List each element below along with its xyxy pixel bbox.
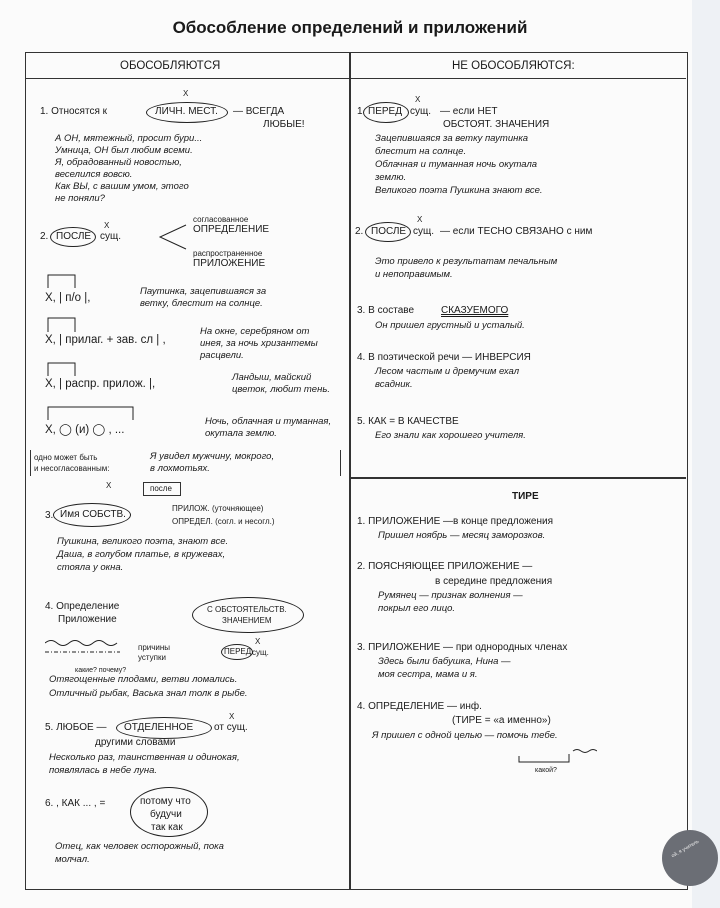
example: Его знали как хорошего учителя. <box>375 430 526 441</box>
example: землю. <box>375 172 407 183</box>
dash-2-lead: 2. ПОЯСНЯЮЩЕЕ ПРИЛОЖЕНИЕ — <box>357 561 533 572</box>
rule-2-oval: ПОСЛЕ <box>56 231 92 242</box>
rule-1-tail2: ОБСТОЯТ. ЗНАЧЕНИЯ <box>443 119 550 130</box>
example: Лесом частым и дремучим ехал <box>375 366 520 377</box>
column-divider <box>349 52 351 889</box>
watermark-logo <box>662 830 718 886</box>
example: Паутинка, зацепившаяся за <box>140 286 267 297</box>
x-mark: X <box>255 637 261 646</box>
example: Несколько раз, таинственная и одинокая, <box>49 752 240 763</box>
x-mark: X <box>415 95 421 104</box>
rule-5-tail: от сущ. <box>214 722 248 733</box>
example: Пришел ноябрь — месяц заморозков. <box>378 530 546 541</box>
page-title: Обособление определений и приложений <box>172 18 528 37</box>
dash-1-lead: 1. ПРИЛОЖЕНИЕ —в конце предложения <box>357 516 553 527</box>
example: Отличный рыбак, Васька знал толк в рыбе. <box>49 688 248 699</box>
rule-2-num: 2. <box>355 226 364 237</box>
rule-4-oval1: С ОБСТОЯТЕЛЬСТВ. <box>207 605 287 614</box>
scheme-formula: X, | п/о |, <box>45 292 91 304</box>
rule-6-o3: так как <box>151 822 183 833</box>
reason-2: уступки <box>138 653 166 662</box>
rule-3-lead: 3. В составе <box>357 305 415 316</box>
x-mark: X <box>183 89 189 98</box>
rule-1-oval: ПЕРЕД <box>368 106 402 117</box>
example: Как ВЫ, с вашим умом, этого <box>55 181 189 192</box>
note-example: Я увидел мужчину, мокрого, <box>150 451 275 462</box>
rule-2-noun: сущ. <box>413 226 435 237</box>
rule-1-noun: сущ. <box>410 106 432 117</box>
example: А ОН, мятежный, просит бури... <box>55 133 203 144</box>
example: Пушкина, великого поэта, знают все. <box>57 536 229 547</box>
scheme-formula: X, | распр. прилож. |, <box>45 378 156 390</box>
rule-4-oval2: ЗНАЧЕНИЕМ <box>222 616 272 625</box>
rule-1-tail: — ВСЕГДА <box>233 106 285 117</box>
example: не поняли? <box>55 193 105 204</box>
rule-1-oval: ЛИЧН. МЕСТ. <box>155 106 218 117</box>
header-divider <box>26 78 686 79</box>
dash-header: ТИРЕ <box>512 491 539 502</box>
rule-3-underlined: СКАЗУЕМОГО <box>441 305 509 316</box>
branch-2b: ПРИЛОЖЕНИЕ <box>193 258 266 269</box>
right-header: НЕ ОБОСОБЛЯЮТСЯ: <box>452 60 575 72</box>
rule-3-num: 3. <box>45 510 54 521</box>
x-mark: X <box>229 712 235 721</box>
example: Отягощенные плодами, ветви ломались. <box>49 674 238 685</box>
example: стояла у окна. <box>57 562 124 573</box>
example: Умница, ОН был любим всеми. <box>55 145 193 156</box>
rule-4-a: 4. Определение <box>45 601 120 612</box>
rule-1-lead: 1. Относятся к <box>40 106 108 117</box>
example: Я пришел с одной целью — помочь тебе. <box>372 730 558 741</box>
example: Ландыш, майский <box>232 372 312 383</box>
rule-6-lead: 6. , КАК ... , = <box>45 798 106 809</box>
example: молчал. <box>55 854 90 865</box>
note-b: и несогласованным: <box>34 464 110 473</box>
example: Это привело к результатам печальным <box>375 256 558 267</box>
branch-1a: согласованное <box>193 215 249 224</box>
bracket-right <box>340 450 341 476</box>
after-box: после <box>143 482 181 496</box>
example: веселился вовсю. <box>55 169 133 180</box>
bracket-left <box>30 450 31 476</box>
example: Облачная и туманная ночь окутала <box>375 159 538 170</box>
example: и непоправимым. <box>375 269 453 280</box>
rule-5-lead: 5. КАК = В КАЧЕСТВЕ <box>357 416 459 427</box>
scheme-formula: X, | прилаг. + зав. сл | , <box>45 334 166 346</box>
branch-arrows-icon <box>158 222 188 252</box>
rule-4-oval3: ПЕРЕД <box>224 647 252 656</box>
rule-4-noun: сущ. <box>252 648 269 657</box>
left-header: ОБОСОБЛЯЮТСЯ <box>120 60 221 72</box>
rule-2-noun: сущ. <box>100 231 122 242</box>
dash-4-sub: (ТИРЕ = «а именно») <box>452 715 551 726</box>
dash-2-sub: в середине предложения <box>435 576 553 587</box>
scheme-formula: X, ◯ (и) ◯ , ... <box>45 424 125 436</box>
x-mark: X <box>104 221 110 230</box>
scheme-brackets-icon <box>45 270 165 420</box>
dash-4-lead: 4. ОПРЕДЕЛЕНИЕ — инф. <box>357 701 482 712</box>
note-a: одно может быть <box>34 453 98 462</box>
example: появлялась в небе луна. <box>49 765 158 776</box>
question: какие? почему? <box>75 667 127 674</box>
dash-3-lead: 3. ПРИЛОЖЕНИЕ — при однородных членах <box>357 642 568 653</box>
rule-2-tail: — если ТЕСНО СВЯЗАНО с ним <box>440 226 593 237</box>
rule-4-b: Приложение <box>58 614 117 625</box>
example: Здесь были бабушка, Нина — <box>378 656 511 667</box>
example: Он пришел грустный и усталый. <box>375 320 525 331</box>
example: На окне, серебряном от <box>200 326 310 337</box>
example: Даша, в голубом платье, в кружевах, <box>57 549 226 560</box>
x-mark: X <box>106 481 112 490</box>
note-example: в лохмотьях. <box>150 463 210 474</box>
example: Отец, как человек осторожный, пока <box>55 841 224 852</box>
rule-2-num: 2. <box>40 231 49 242</box>
example: Румянец — признак волнения — <box>378 590 523 601</box>
rule-3-a: ПРИЛОЖ. (уточняющее) <box>172 504 264 513</box>
branch-1b: ОПРЕДЕЛЕНИЕ <box>193 224 270 235</box>
example: Зацепившаяся за ветку паутинка <box>375 133 529 144</box>
background-strip <box>692 0 720 908</box>
rule-5-lead: 5. ЛЮБОЕ — <box>45 722 107 733</box>
example: ветку, блестит на солнце. <box>140 298 263 309</box>
example: инея, за ночь хризантемы <box>200 338 318 349</box>
x-mark: X <box>417 215 423 224</box>
reason-1: причины <box>138 643 171 652</box>
example: Великого поэта Пушкина знают все. <box>375 185 543 196</box>
rule-1-tail2: ЛЮБЫЕ! <box>263 119 305 130</box>
example: моя сестра, мама и я. <box>378 669 478 680</box>
question-bracket-icon <box>517 748 597 770</box>
rule-2-oval: ПОСЛЕ <box>371 226 407 237</box>
example: всадник. <box>375 379 413 390</box>
rule-6-o1: потому что <box>140 796 191 807</box>
example: Я, обрадованный новостью, <box>55 157 182 168</box>
wavy-underline-icon <box>45 638 120 656</box>
rule-4-lead: 4. В поэтической речи — ИНВЕРСИЯ <box>357 352 531 363</box>
rule-3-b: ОПРЕДЕЛ. (согл. и несогл.) <box>172 517 275 526</box>
question: какой? <box>535 767 557 774</box>
example: покрыл его лицо. <box>378 603 456 614</box>
example: Ночь, облачная и туманная, <box>205 416 332 427</box>
example: цветок, любит тень. <box>232 384 330 395</box>
rule-1-tail: — если НЕТ <box>440 106 498 117</box>
rule-5-sub: другими словами <box>95 737 176 748</box>
dash-divider <box>350 477 686 479</box>
example: блестит на солнце. <box>375 146 467 157</box>
rule-1-num: 1 <box>357 106 363 117</box>
watermark-text: ой, я учитель <box>670 838 701 860</box>
example: окутала землю. <box>205 428 277 439</box>
rule-6-o2: будучи <box>150 809 182 820</box>
example: расцвели. <box>200 350 244 361</box>
rule-3-oval: Имя СОБСТВ. <box>60 509 126 520</box>
rule-5-oval: ОТДЕЛЕННОЕ <box>124 722 194 733</box>
branch-2a: распространенное <box>193 249 263 258</box>
